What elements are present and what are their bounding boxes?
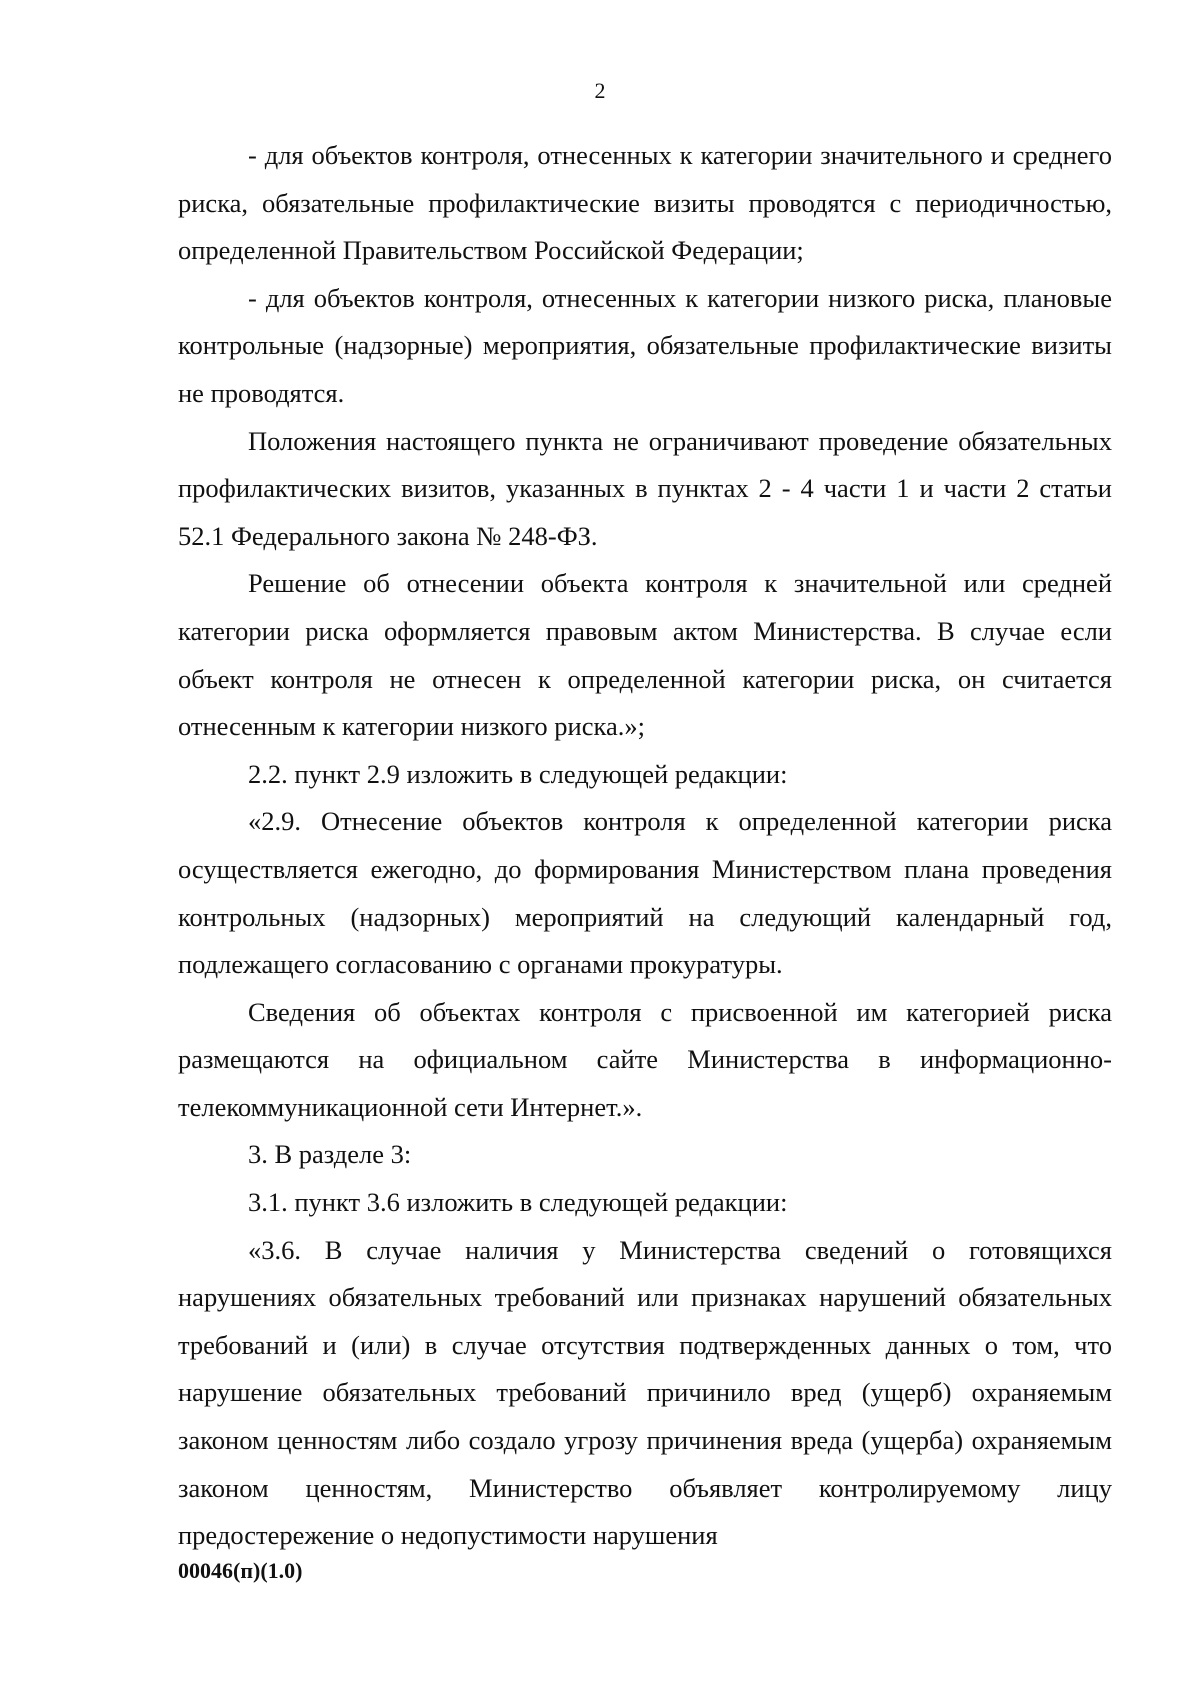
paragraph-7: Сведения об объектах контроля с присвоенной им категорией риска размещаются на официальном сайте Министерства в информационно-телекоммуникационной сети Интернет.». [178, 996, 1112, 1122]
paragraph-5: 2.2. пункт 2.9 изложить в следующей редакции: [248, 758, 788, 789]
paragraph-1: - для объектов контроля, отнесенных к категории значительного и среднего риска, обязательные профилактические визиты проводятся с периодичностью, определенной Правительством Российской Федерации; [178, 140, 1112, 266]
document-body [178, 132, 1112, 1560]
paragraph-4: Решение об отнесении объекта контроля к значительной или средней категории риска оформляется правовым актом Министерства. В случае если объект контроля не отнесен к определенной категории риска, он считается отнесенным к категории низкого риска.»; [178, 568, 1112, 742]
paragraph-9: 3.1. пункт 3.6 изложить в следующей редакции: [248, 1187, 788, 1218]
paragraph-6: «2.9. Отнесение объектов контроля к определенной категории риска осуществляется ежегодно, до формирования Министерством плана проведения контрольных (надзорных) мероприятий на следующий календарный год, подлежащего согласованию с органами прокуратуры. [178, 806, 1112, 980]
paragraph-8: 3. В разделе 3: [248, 1139, 412, 1170]
document-code: 00046(п)(1.0) [178, 1558, 303, 1583]
paragraph-2: - для объектов контроля, отнесенных к категории низкого риска, плановые контрольные (надзорные) мероприятия, обязательные профилактические визиты не проводятся. [178, 282, 1112, 408]
paragraph-3: Положения настоящего пункта не ограничивают проведение обязательных профилактических визитов, указанных в пунктах 2 - 4 части 1 и части 2 статьи 52.1 Федерального закона № 248-ФЗ. [178, 425, 1112, 551]
paragraph-10: «3.6. В случае наличия у Министерства сведений о готовящихся нарушениях обязательных требований или признаках нарушений обязательных требований и (или) в случае отсутствия подтвержденных данных о том, что нарушение обязательных требований причинило вред (ущерб) охраняемым законом ценностям либо создало угрозу причинения вреда (ущерба) охраняемым законом ценностям, Министерство объявляет контролируемому лицу предостережение о недопустимости нарушения [178, 1234, 1112, 1551]
page-number: 2 [594, 78, 606, 103]
